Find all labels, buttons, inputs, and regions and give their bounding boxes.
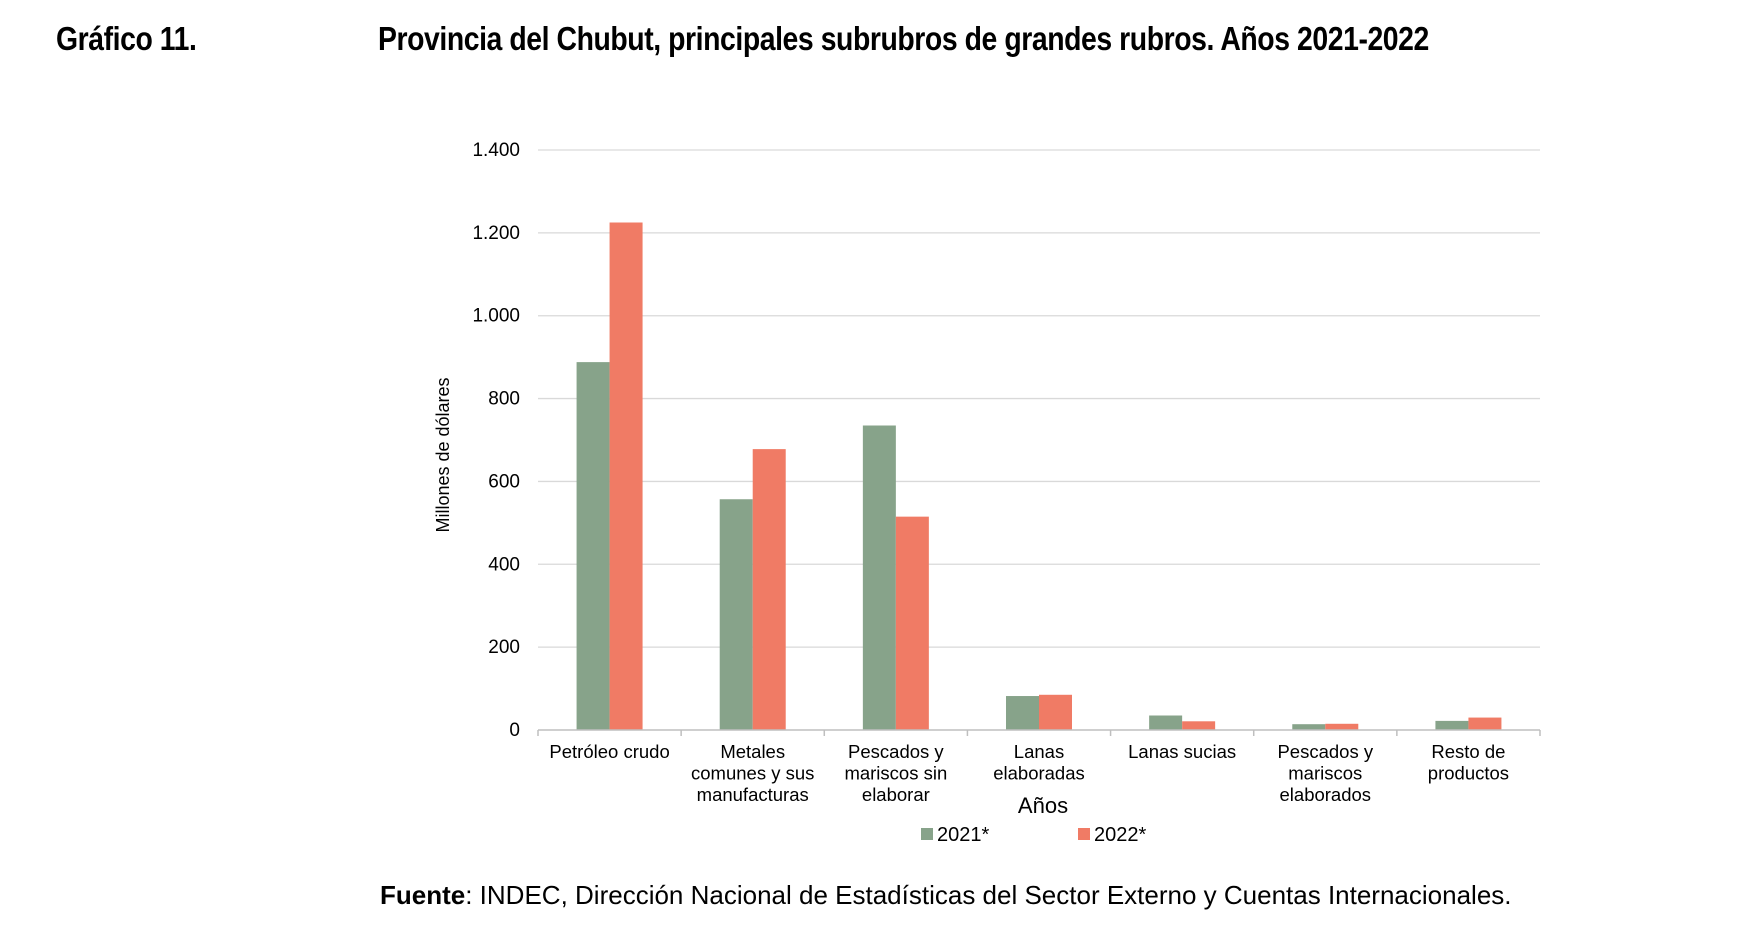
bar-2022-1 xyxy=(610,223,643,731)
x-tick-label-line: Pescados y xyxy=(848,741,944,762)
x-tick-label xyxy=(1128,741,1236,762)
bar-2021-5 xyxy=(1149,716,1182,731)
x-tick-label xyxy=(1277,741,1373,805)
legend-label-2021: 2021* xyxy=(937,824,990,846)
source-text: : INDEC, Dirección Nacional de Estadísticas del Sector Externo y Cuentas Internacionales. xyxy=(465,880,1512,910)
x-tick-label-line: Lanas xyxy=(1013,741,1065,762)
y-tick-label: 1.200 xyxy=(472,222,520,244)
legend xyxy=(921,824,1146,846)
bar-2021-7 xyxy=(1435,721,1468,730)
figure-title: Provincia del Chubut, principales subrubros de grandes rubros. Años 2021-2022 xyxy=(378,20,1429,57)
y-tick-label: 1.000 xyxy=(472,305,520,327)
x-tick-label-line: elaboradas xyxy=(993,762,1085,784)
x-tick-label xyxy=(1428,741,1509,784)
bar-2021-2 xyxy=(720,499,753,730)
bar-2022-2 xyxy=(753,449,786,730)
y-axis-title: Millones de dólares xyxy=(433,377,453,533)
legend-swatch-2021 xyxy=(921,828,933,840)
x-tick-label-line: elaborados xyxy=(1279,784,1372,805)
bar-2022-4 xyxy=(1039,695,1072,730)
y-tick-label: 200 xyxy=(488,637,520,659)
bars xyxy=(577,223,1502,731)
y-tick-label: 800 xyxy=(488,388,520,410)
y-tick-label: 1.400 xyxy=(472,140,520,161)
x-tick-label-line: Resto de xyxy=(1431,741,1506,762)
gridlines xyxy=(538,150,1540,647)
x-tick-label-line: Lanas sucias xyxy=(1128,741,1237,762)
x-tick-label xyxy=(993,741,1085,784)
bar-2022-5 xyxy=(1182,721,1215,730)
x-tick-label xyxy=(691,741,814,805)
y-tick-label: 0 xyxy=(509,720,520,741)
figure-label: Gráfico 11. xyxy=(56,20,197,57)
x-tick-label-line: productos xyxy=(1427,762,1510,784)
axes xyxy=(538,730,1540,736)
bar-2021-6 xyxy=(1292,724,1325,730)
bar-2022-6 xyxy=(1325,724,1358,730)
source-note xyxy=(380,880,1512,911)
bar-2022-3 xyxy=(896,517,929,730)
x-axis-title: Años xyxy=(1017,793,1069,818)
y-tick-label: 400 xyxy=(488,554,520,576)
bar-2021-3 xyxy=(863,426,896,731)
y-tick-label: 600 xyxy=(488,471,520,493)
legend-swatch-2022 xyxy=(1078,828,1090,840)
x-tick-label-line: Metales xyxy=(720,741,786,762)
x-tick-label-line: mariscos xyxy=(1288,762,1363,784)
x-tick-label-line: Pescados y xyxy=(1277,741,1374,762)
x-tick-label xyxy=(844,741,947,805)
bar-2021-4 xyxy=(1006,696,1039,730)
source-label: Fuente xyxy=(380,880,466,910)
x-tick-label-line: mariscos sin xyxy=(844,762,948,784)
x-tick-label-line: manufacturas xyxy=(696,784,809,805)
legend-label-2022: 2022* xyxy=(1094,824,1147,846)
x-tick-label-line: comunes y sus xyxy=(691,762,815,784)
bar-2022-7 xyxy=(1468,718,1501,730)
x-tick-label xyxy=(549,741,669,762)
bar-2021-1 xyxy=(577,362,610,730)
x-tick-label-line: Petróleo crudo xyxy=(549,741,670,762)
x-tick-label-line: elaborar xyxy=(861,784,930,805)
